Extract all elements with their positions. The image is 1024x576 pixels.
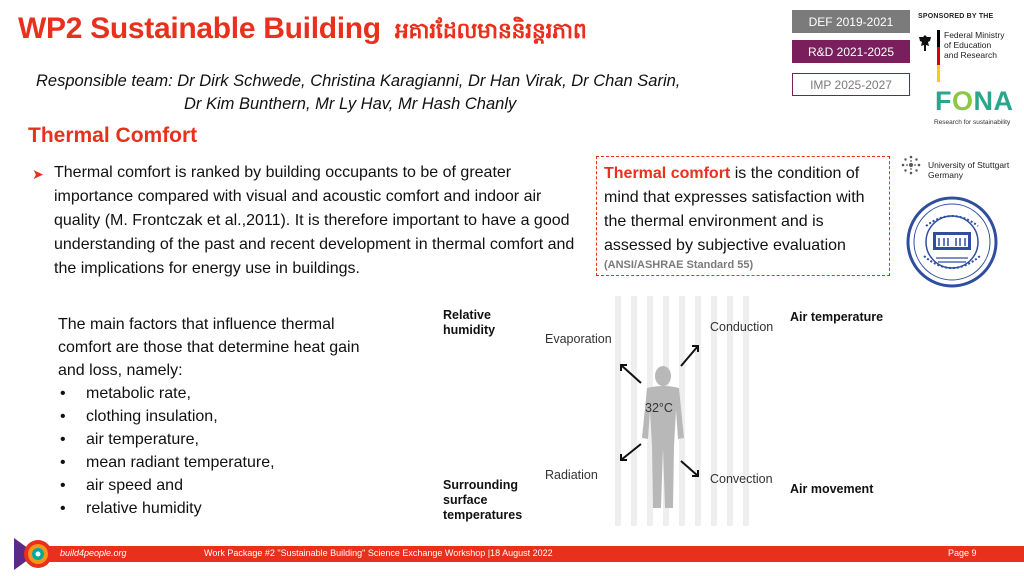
phase-badge-rnd: R&D 2021-2025 (792, 40, 910, 63)
factor-item: • air speed and (58, 474, 378, 497)
section-heading: Thermal Comfort (28, 124, 198, 147)
surrounding-line-3: temperatures (443, 508, 523, 522)
university-stuttgart-name (928, 160, 1009, 180)
label-air-movement: Air movement (790, 482, 874, 496)
ministry-line-3: and Research (944, 50, 997, 60)
label-relative-humidity (443, 308, 495, 338)
factor-item: • mean radiant temperature, (58, 451, 378, 474)
factor-item: • metabolic rate, (58, 382, 378, 405)
fona-letter-f: F (935, 86, 952, 116)
fona-subtitle: Research for sustainability (934, 119, 1011, 126)
itc-seal-icon (906, 196, 998, 288)
federal-eagle-icon (918, 34, 932, 52)
responsible-team (36, 70, 716, 116)
factors-list (58, 313, 378, 520)
ministry-line-1: Federal Ministry (944, 30, 1005, 40)
label-evaporation: Evaporation (545, 332, 612, 346)
title-khmer-text: អគារដែលមាននិរន្តរភាព (394, 18, 587, 43)
ministry-name (944, 30, 1020, 60)
slide-title (18, 12, 587, 49)
factor-item: • air temperature, (58, 428, 378, 451)
factor-item: • relative humidity (58, 497, 378, 520)
surrounding-line-2: surface (443, 493, 488, 507)
uni-line-1: University of Stuttgart (928, 160, 1010, 170)
relative-humidity-line-1: Relative (443, 308, 491, 322)
fona-letters-na: NA (973, 86, 1014, 116)
university-stuttgart-icon (900, 154, 922, 176)
heat-exchange-diagram (438, 296, 908, 526)
title-text: WP2 Sustainable Building (18, 12, 381, 45)
page-number: Page 9 (948, 548, 977, 558)
fona-logo (935, 86, 1014, 117)
definition-box (596, 156, 890, 276)
label-conduction: Conduction (710, 320, 774, 334)
phase-badge-imp: IMP 2025-2027 (792, 73, 910, 96)
definition-source: (ANSI/ASHRAE Standard 55) (604, 259, 754, 271)
label-surrounding-surface-temperatures (443, 478, 522, 523)
team-line-1: Responsible team: Dr Dirk Schwede, Christina Karagianni, Dr Han Virak, Dr Chan Sarin, (36, 72, 681, 90)
definition-text: is the condition of mind that expresses satisfaction with the thermal environment and is assessed by subjective evaluation (604, 165, 865, 254)
uni-line-2: Germany (928, 170, 963, 180)
arrow-bullet-icon: ➤ (32, 166, 44, 182)
label-body-temperature: 32°C (645, 401, 673, 415)
footer-website[interactable]: build4people.org (60, 548, 127, 558)
factor-item: • clothing insulation, (58, 405, 378, 428)
label-convection: Convection (710, 472, 773, 486)
label-radiation: Radiation (545, 468, 598, 482)
footer-workshop-text: Work Package #2 "Sustainable Building" Science Exchange Workshop |18 August 2022 (204, 548, 553, 558)
fona-letter-o: O (952, 86, 974, 116)
ministry-line-2: of Education (944, 40, 992, 50)
label-air-temperature: Air temperature (790, 310, 884, 324)
build4people-logo-icon (10, 536, 56, 572)
thermal-comfort-bullet (32, 161, 592, 281)
surrounding-line-1: Surrounding (443, 478, 518, 492)
phase-badge-def: DEF 2019-2021 (792, 10, 910, 33)
relative-humidity-line-2: humidity (443, 323, 496, 337)
definition-term: Thermal comfort (604, 165, 731, 182)
sponsor-label: SPONSORED BY THE (918, 13, 994, 20)
factors-intro: The main factors that influence thermal comfort are those that determine heat gain and loss, namely: (58, 316, 360, 379)
german-flag-stripe (937, 30, 940, 82)
team-line-2: Dr Kim Bunthern, Mr Ly Hav, Mr Hash Chanly (184, 95, 517, 113)
bullet-paragraph: Thermal comfort is ranked by building occupants to be of greater importance compared with visual and acoustic comfort and indoor air quality (M. Frontczak et al.,2011). It is therefore important to have a good understanding of the past and recent development in thermal comfort and the implications for energy use in buildings. (54, 164, 575, 277)
factor-items (58, 382, 378, 520)
